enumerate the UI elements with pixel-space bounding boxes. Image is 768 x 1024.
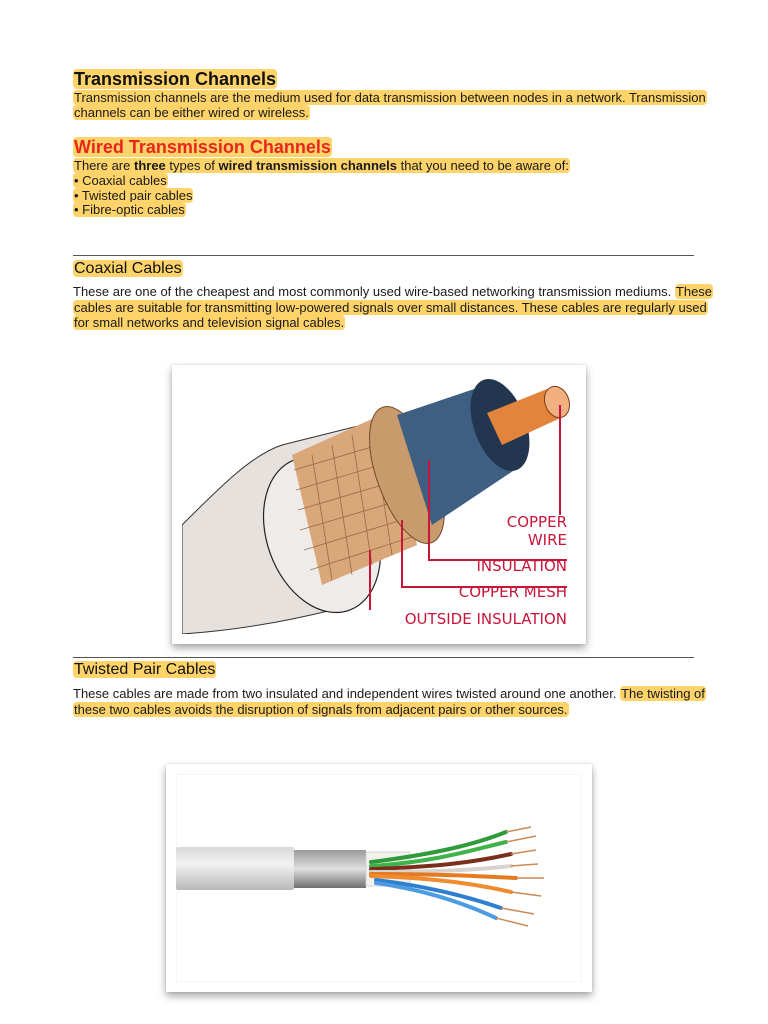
- twisted-pair-paragraph: These cables are made from two insulated and independent wires twisted around one another. The twisting of these two cables avoids the disruption of signals from adjacent pairs or other sources.: [73, 686, 705, 717]
- intro-paragraph: Transmission channels are the medium used for data transmission between nodes in a network. Transmission channels can be either wired or wireless.: [74, 90, 706, 120]
- label-copper: COPPER: [506, 513, 567, 531]
- types-sentence: There are three types of wired transmission channels that you need to be aware of:: [74, 158, 569, 173]
- coaxial-heading: Coaxial Cables: [74, 260, 182, 277]
- coaxial-cable-diagram: [182, 375, 576, 634]
- label-wire: WIRE: [527, 531, 567, 549]
- cable-types-list: [73, 174, 193, 218]
- section-divider: [73, 255, 694, 256]
- label-copper-mesh: COPPER MESH: [458, 583, 567, 601]
- page-title: Transmission Channels: [74, 69, 277, 89]
- label-outside-insulation: OUTSIDE INSULATION: [404, 610, 567, 628]
- coaxial-cable-image: [172, 365, 586, 644]
- twisted-pair-cable-drawing: [176, 774, 582, 982]
- label-insulation: INSULATION: [476, 557, 567, 575]
- coaxial-paragraph: These are one of the cheapest and most commonly used wire-based networking transmission mediums. These cables are suitable for transmitting low-powered signals over small distances. These cables are regularly used for small networks and television signal cables.: [73, 284, 713, 330]
- wired-heading: Wired Transmission Channels: [74, 137, 331, 157]
- list-item: • Twisted pair cables: [74, 187, 193, 203]
- twisted-pair-cable-image: [166, 764, 592, 992]
- twisted-pair-heading: Twisted Pair Cables: [74, 661, 216, 678]
- section-divider: [73, 657, 694, 658]
- list-item: • Coaxial cables: [74, 173, 167, 188]
- list-item: • Fibre-optic cables: [74, 202, 185, 217]
